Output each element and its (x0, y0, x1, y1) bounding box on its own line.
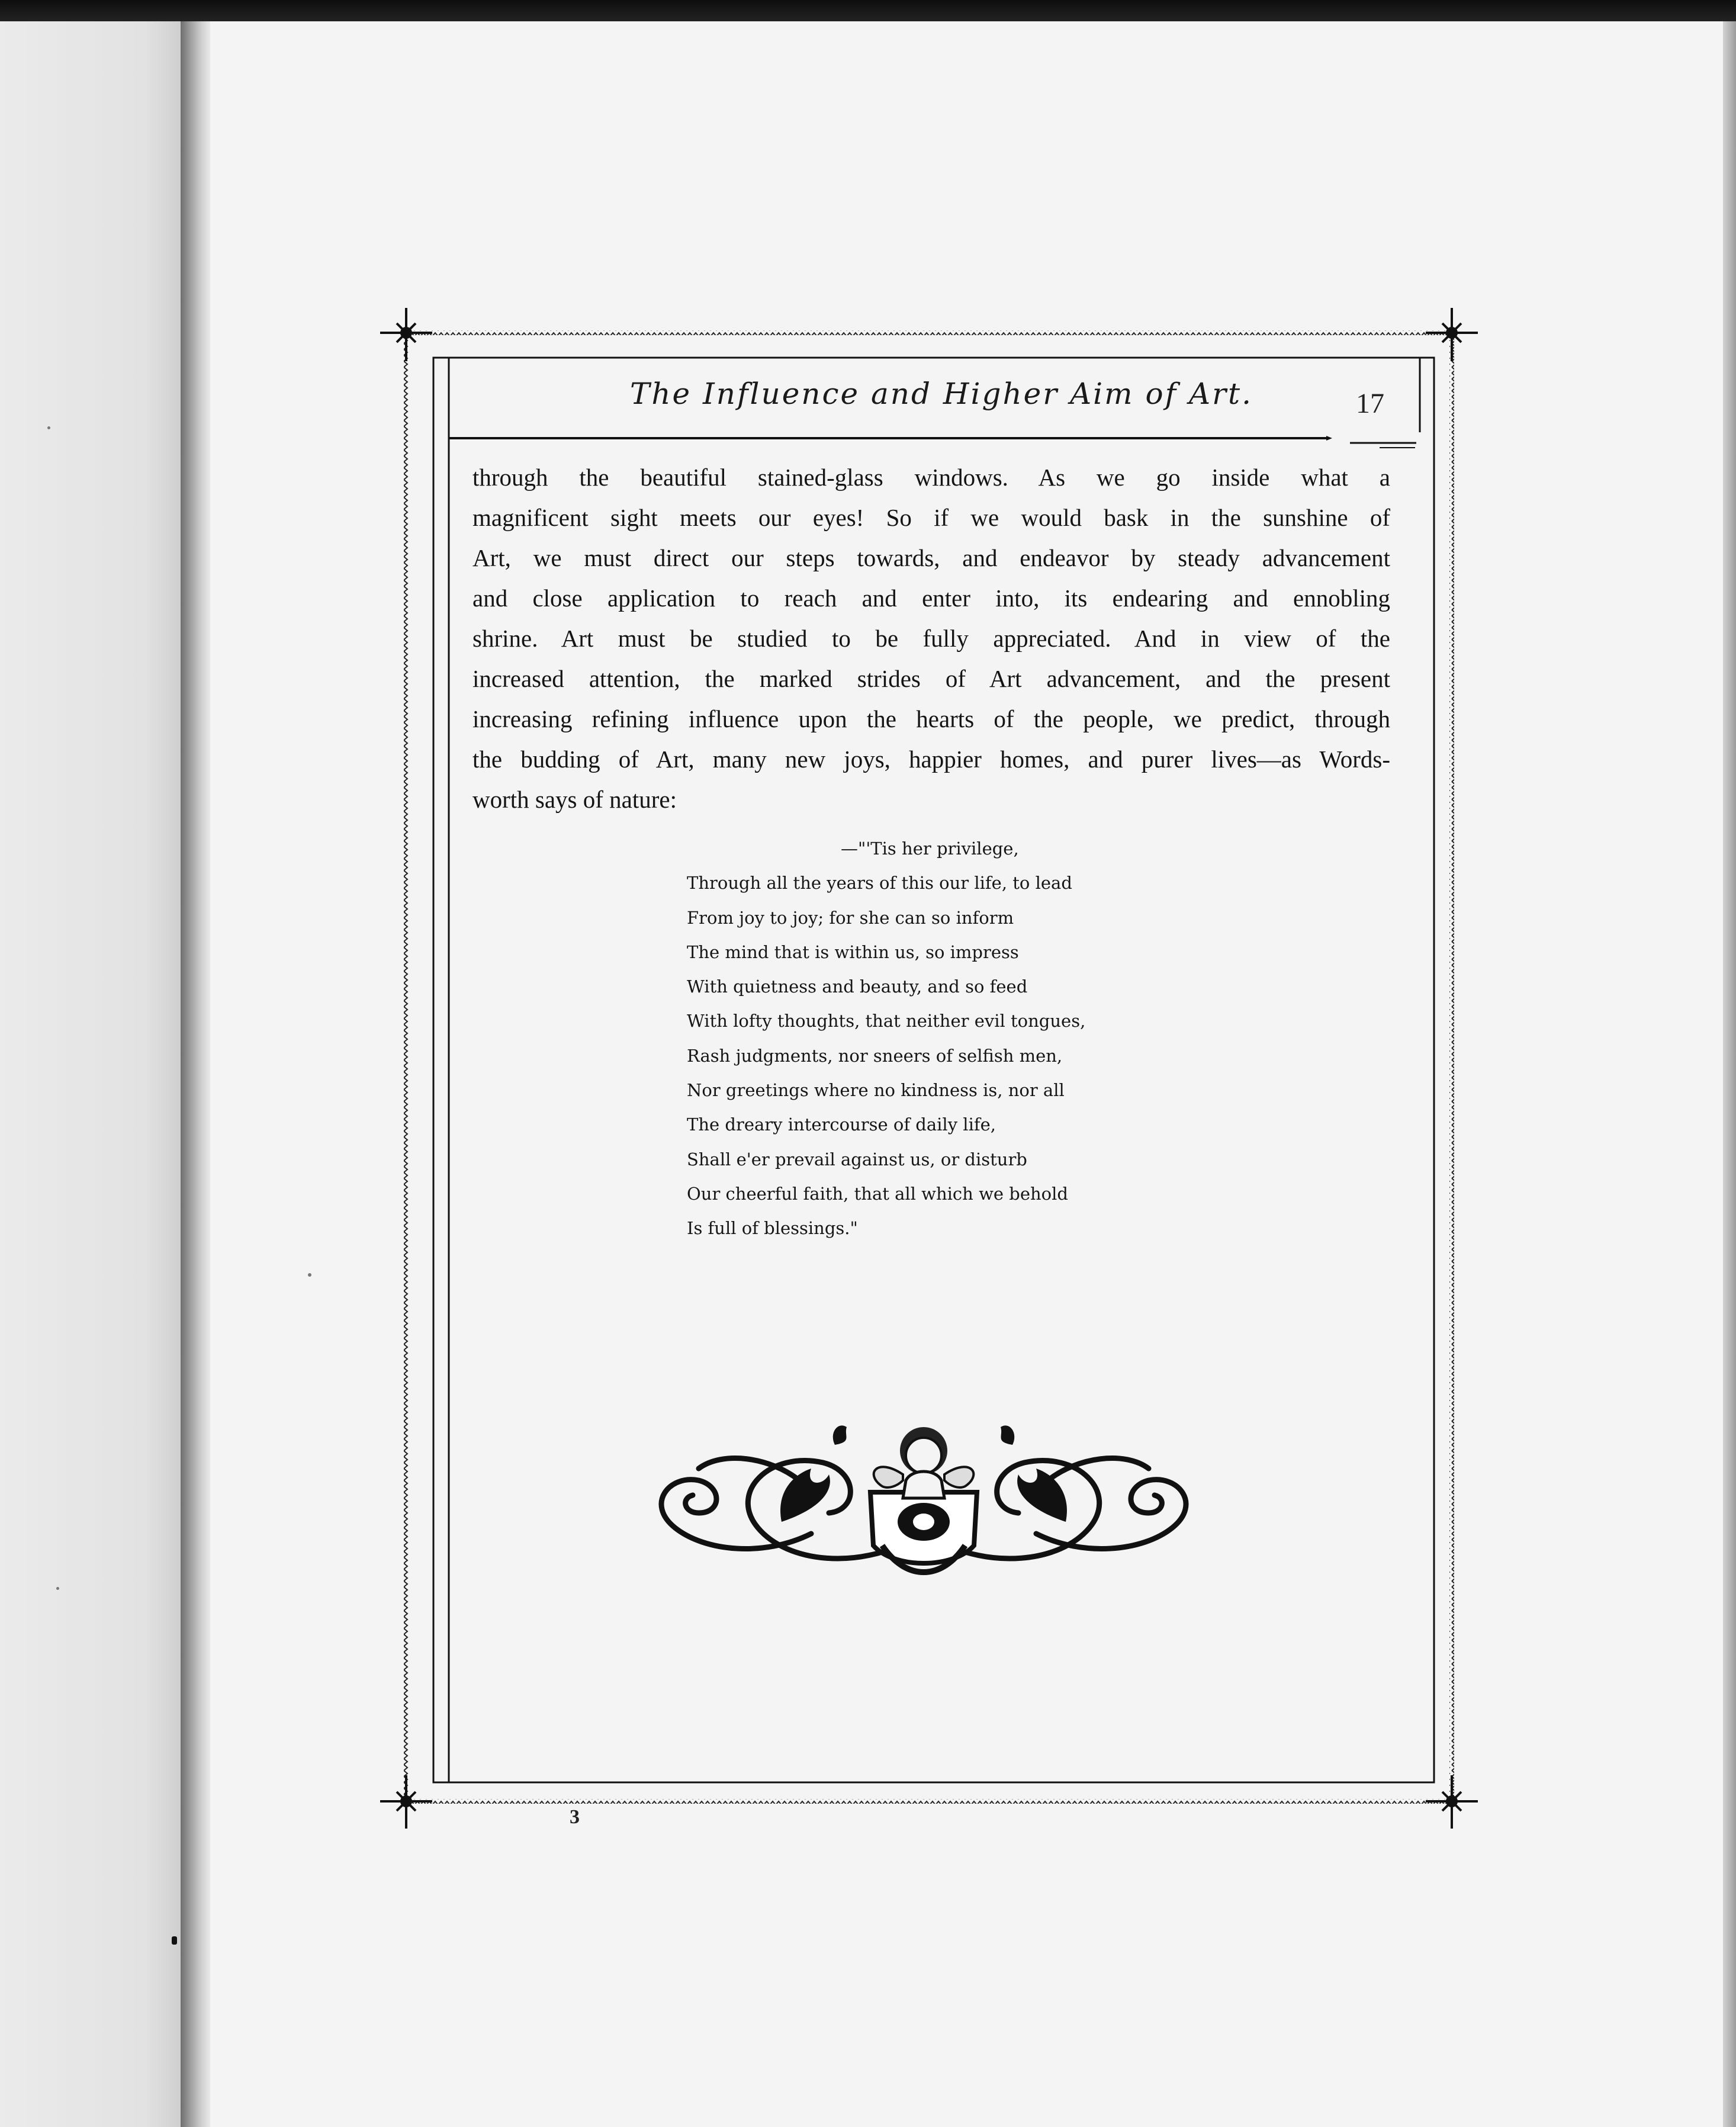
signature-mark: 3 (570, 1806, 580, 1828)
body-paragraph (472, 457, 1390, 820)
poem-line: With quietness and beauty, and so feed (687, 976, 1028, 997)
page-right-shadow (1723, 21, 1736, 2127)
body-line: Art, we must direct our steps towards, and endeavor by steady advancement (472, 544, 1390, 571)
dust-speck (172, 1936, 177, 1945)
page-number: 17 (1356, 388, 1384, 419)
poem-line: Nor greetings where no kindness is, nor all (687, 1080, 1065, 1101)
body-line: increased attention, the marked strides of Art advancement, and the present (472, 665, 1390, 692)
dust-speck (308, 1273, 311, 1277)
poem-line: The mind that is within us, so impress (687, 942, 1019, 962)
running-head: The Influence and Higher Aim of Art. (630, 377, 1253, 411)
border-left (404, 333, 409, 1801)
dust-speck (56, 1587, 59, 1590)
border-top (403, 330, 1457, 335)
body-line: through the beautiful stained-glass windows. As we go inside what a (472, 464, 1390, 491)
corner-ornament-icon (380, 1775, 432, 1829)
poem-line: Rash judgments, nor sneers of selfish men, (687, 1045, 1063, 1066)
poem-line: From joy to joy; for she can so inform (687, 907, 1014, 928)
body-line: shrine. Art must be studied to be fully appreciated. And in view of the (472, 625, 1390, 652)
border-right (1449, 333, 1454, 1801)
dust-speck (47, 426, 50, 429)
cherub-scroll-ornament-icon (634, 1409, 1214, 1593)
scan-top-shadow (0, 0, 1736, 21)
poem-quotation (687, 831, 1137, 1246)
body-line: increasing refining influence upon the hearts of the people, we predict, through (472, 705, 1390, 732)
body-line: and close application to reach and enter into, its endearing and ennobling (472, 584, 1390, 612)
body-line: magnificent sight meets our eyes! So if we would bask in the sunshine of (472, 504, 1390, 531)
poem-line: With lofty thoughts, that neither evil tongues, (687, 1011, 1086, 1032)
body-line: worth says of nature: (472, 786, 677, 813)
poem-line: Through all the years of this our life, to lead (687, 873, 1072, 894)
poem-line: The dreary intercourse of daily life, (687, 1114, 996, 1135)
body-line: the budding of Art, many new joys, happier homes, and purer lives—as Words- (472, 746, 1390, 773)
book-gutter (181, 21, 210, 2127)
poem-line: Shall e'er prevail against us, or disturb (687, 1149, 1027, 1169)
facing-page-edge (0, 21, 181, 2127)
poem-line: —"'Tis her privilege, (841, 838, 1019, 859)
poem-line: Our cheerful faith, that all which we behold (687, 1183, 1068, 1204)
border-bottom (403, 1799, 1457, 1804)
poem-line: Is full of blessings." (687, 1218, 858, 1239)
